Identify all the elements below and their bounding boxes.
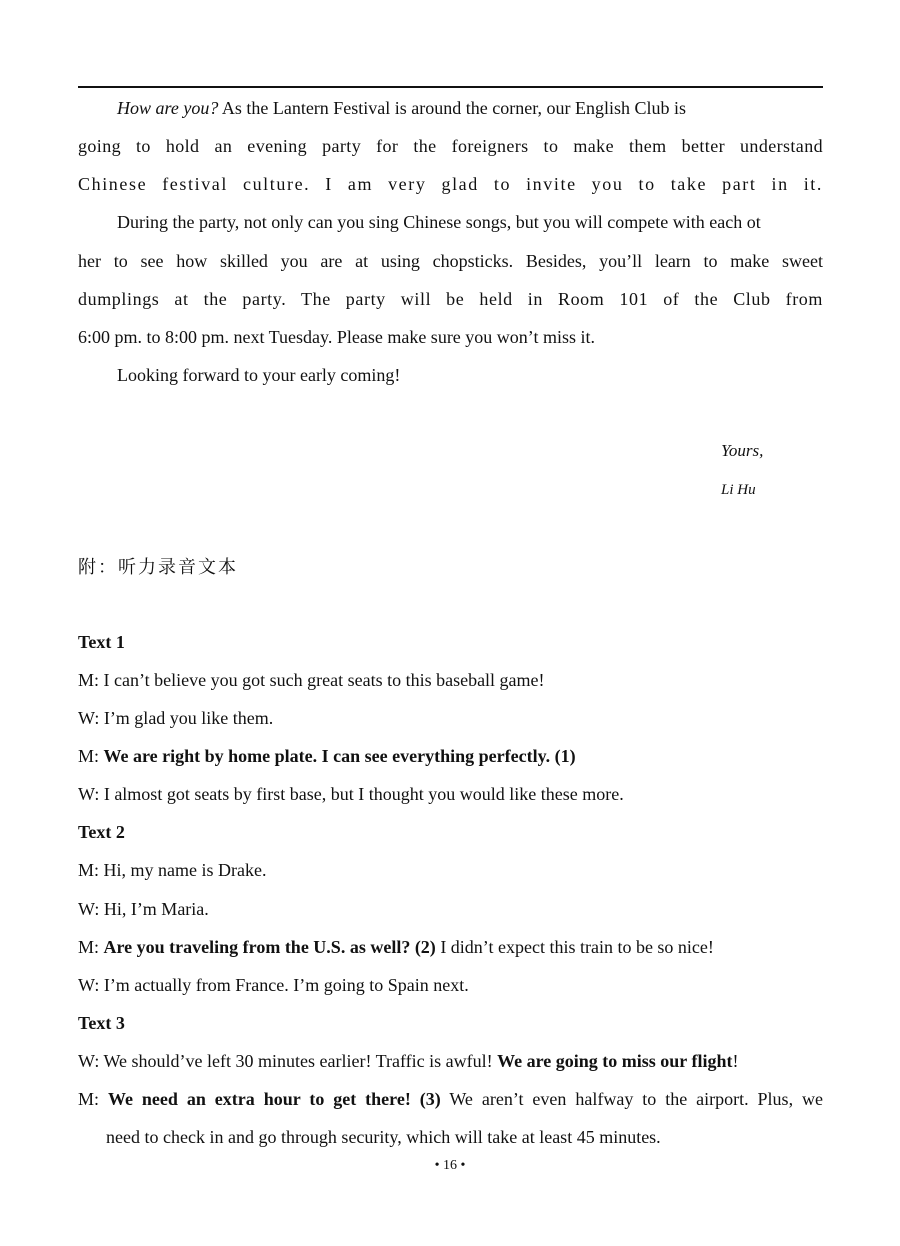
- key-sentence: Are you traveling from the U.S. as well? (2): [103, 937, 436, 957]
- key-sentence: We are going to miss our flight: [497, 1051, 733, 1071]
- transcript-text: I didn’t expect this train to be so nice!: [435, 937, 714, 957]
- transcript-line: [78, 1087, 823, 1111]
- transcript-line: W: I’m glad you like them.: [78, 708, 274, 728]
- transcript-heading: Text 3: [78, 1013, 125, 1033]
- transcript-heading: Text 1: [78, 632, 125, 652]
- transcript-line: W: I’m actually from France. I’m going to Spain next.: [78, 975, 469, 995]
- transcript-line: [78, 935, 823, 959]
- letter-line: dumplings at the party. The party will be held in Room 101 of the Club from: [78, 289, 823, 309]
- letter-line: During the party, not only can you sing Chinese songs, but you will compete with each ot: [117, 212, 761, 232]
- transcript-line: W: Hi, I’m Maria.: [78, 899, 209, 919]
- greeting-italic: How are you?: [117, 98, 219, 118]
- transcript-line: M: Hi, my name is Drake.: [78, 860, 267, 880]
- speaker: M:: [78, 746, 104, 766]
- signature: Li Hu: [721, 482, 756, 498]
- closing: Yours,: [721, 441, 764, 460]
- transcript-text: !: [732, 1051, 739, 1071]
- speaker: M:: [78, 1089, 108, 1109]
- top-rule: [78, 86, 823, 88]
- transcript-text: W: We should’ve left 30 minutes earlier! Traffic is awful!: [78, 1051, 498, 1071]
- appendix-title: 附：听力录音文本: [78, 557, 238, 578]
- transcript-line: W: I almost got seats by first base, but I thought you would like these more.: [78, 784, 624, 804]
- speaker: M:: [78, 937, 104, 957]
- letter-line: 6:00 pm. to 8:00 pm. next Tuesday. Please make sure you won’t miss it.: [78, 327, 595, 347]
- letter-line: Chinese festival culture. I am very glad to invite you to take part in it.: [78, 174, 823, 194]
- page-number: • 16 •: [434, 1158, 466, 1173]
- key-sentence: We need an extra hour to get there! (3): [107, 1089, 441, 1109]
- transcript-heading: Text 2: [78, 822, 125, 842]
- transcript-line: need to check in and go through security, which will take at least 45 minutes.: [106, 1127, 661, 1147]
- letter-line: her to see how skilled you are at using chopsticks. Besides, you’ll learn to make sweet: [78, 251, 823, 271]
- letter-line: Looking forward to your early coming!: [117, 365, 401, 385]
- letter-line: going to hold an evening party for the foreigners to make them better understand: [78, 136, 823, 156]
- transcript-line: [78, 744, 823, 768]
- letter-line: [117, 96, 823, 120]
- transcript-text: We aren’t even halfway to the airport. Plus, we: [440, 1089, 823, 1109]
- letter-text: As the Lantern Festival is around the corner, our English Club is: [218, 98, 687, 118]
- transcript-line: M: I can’t believe you got such great seats to this baseball game!: [78, 670, 545, 690]
- key-sentence: We are right by home plate. I can see everything perfectly. (1): [103, 746, 576, 766]
- transcript-line: [78, 1049, 823, 1073]
